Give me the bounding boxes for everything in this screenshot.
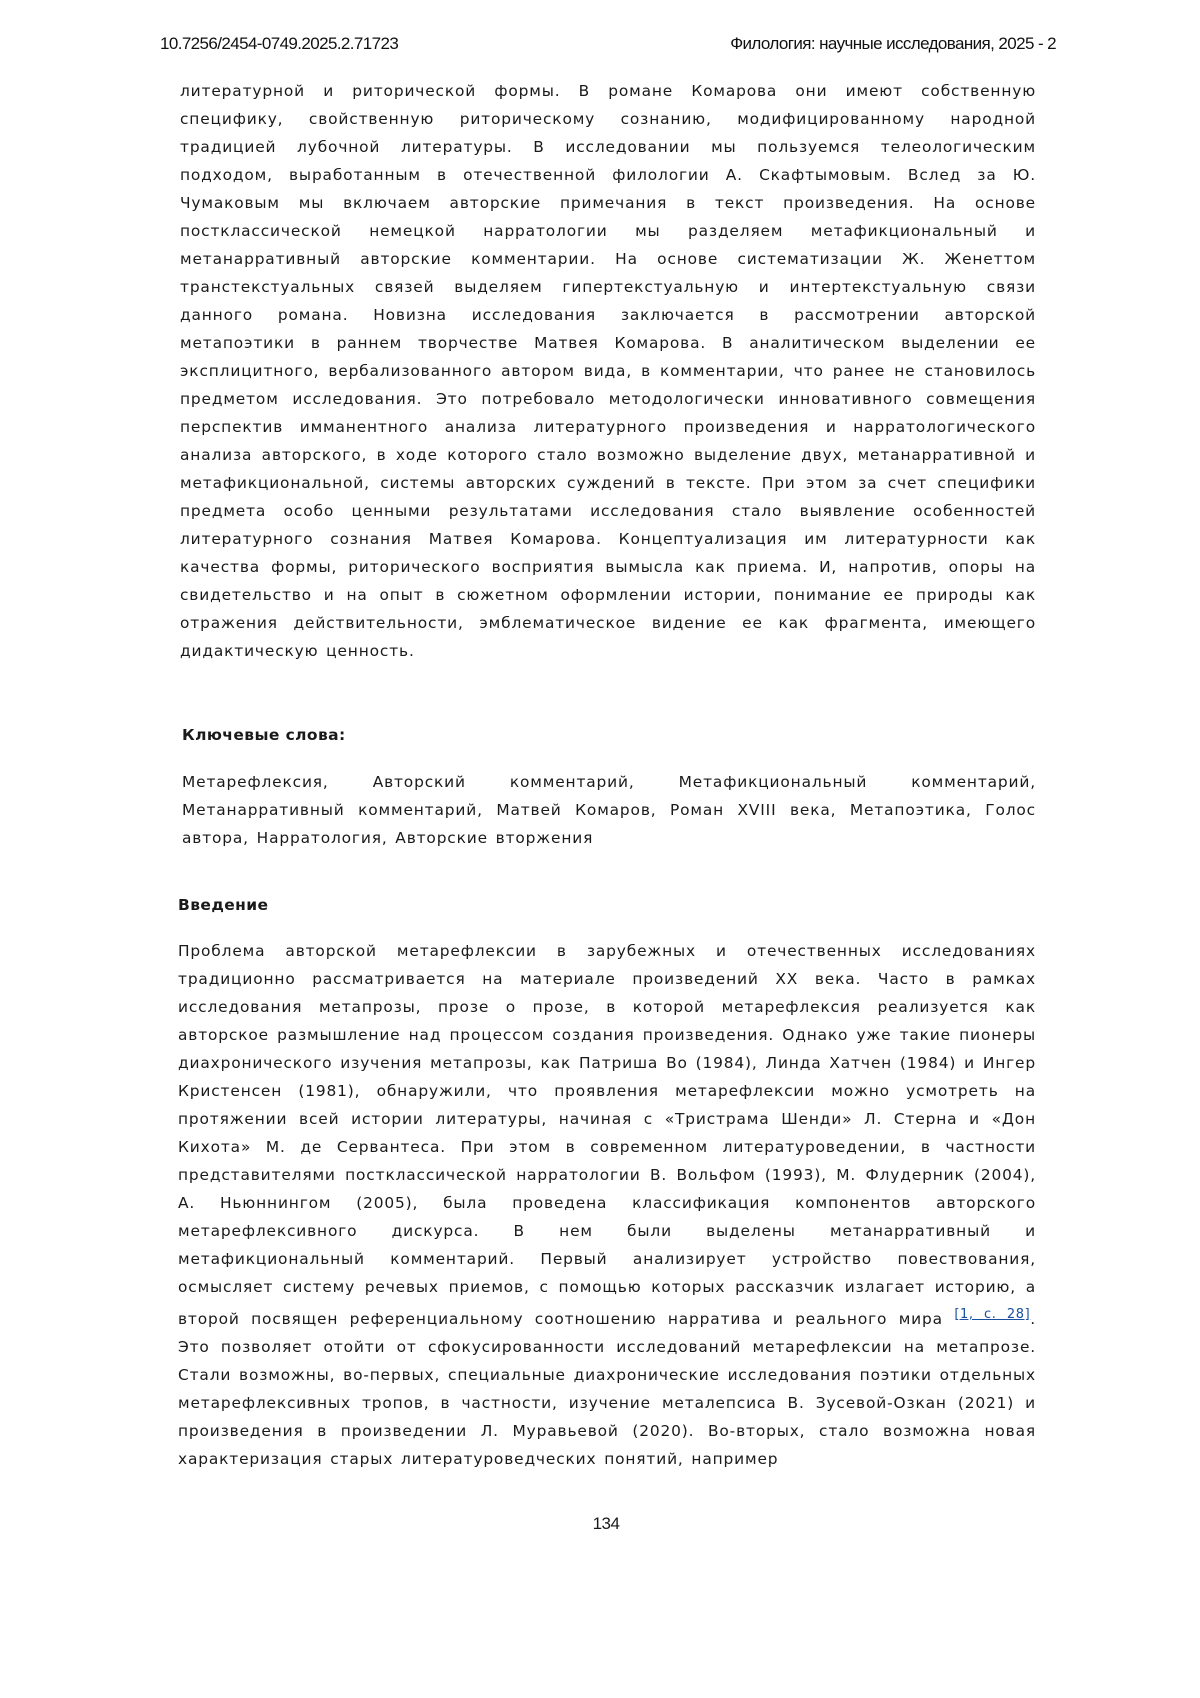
introduction-heading: Введение <box>178 896 268 914</box>
header-doi: 10.7256/2454-0749.2025.2.71723 <box>160 34 398 54</box>
keywords-text: Метарефлексия, Авторский комментарий, Метафикциональный комментарий, Метанарративный комментарий, Матвей Комаров, Роман XVIII века, Метапоэтика, Голос автора, Нарратология, Авторские вторжения <box>182 768 1036 852</box>
introduction-paragraph <box>178 937 1036 1473</box>
introduction-text-part-1: Проблема авторской метарефлексии в зарубежных и отечественных исследованиях традиционно рассматривается на материале произведений XX века. Часто в рамках исследования метапрозы, прозе о прозе, в которой метарефлексия реализуется как авторское размышление над процессом создания произведения. Однако уже такие пионеры диахронического изучения метапрозы, как Патриша Во (1984), Линда Хатчен (1984) и Ингер Кристенсен (1981), обнаружили, что проявления метарефлексии можно усмотреть на протяжении всей истории литературы, начиная с «Тристрама Шенди» Л. Стерна и «Дон Кихота» М. де Сервантеса. При этом в современном литературоведении, в частности представителями постклассической нарратологии В. Вольфом (1993), М. Флудерник (2004), А. Ньюннингом (2005), была проведена классификация компонентов авторского метарефлексивного дискурса. В нем были выделены метанарративный и метафикциональный комментарий. Первый анализирует устройство повествования, осмысляет систему речевых приемов, с помощью которых рассказчик излагает историю, а второй посвящен референциальному соотношению нарратива и реального мира <box>178 942 1036 1328</box>
abstract-text: литературной и риторической формы. В романе Комарова они имеют собственную специфику, свойственную риторическому сознанию, модифицированному народной традицией лубочной литературы. В исследовании мы пользуемся телеологическим подходом, выработанным в отечественной филологии А. Скафтымовым. Вслед за Ю. Чумаковым мы включаем авторские примечания в текст произведения. На основе постклассической немецкой нарратологии мы разделяем метафикциональный и метанарративный авторские комментарии. На основе систематизации Ж. Женеттом транстекстуальных связей выделяем гипертекстуальную и интертекстуальную связи данного романа. Новизна исследования заключается в рассмотрении авторской метапоэтики в раннем творчестве Матвея Комарова. В аналитическом выделении ее эксплицитного, вербализованного автором вида, в комментарии, что ранее не становилось предметом исследования. Это потребовало методологически инновативного совмещения перспектив имманентного анализа литературного произведения и нарратологического анализа авторского, в ходе которого стало возможно выделение двух, метанарративной и метафикциональной, системы авторских суждений в тексте. При этом за счет специфики предмета особо ценными результатами исследования стало выявление особенностей литературного сознания Матвея Комарова. Концептуализация им литературности как качества формы, риторического восприятия вымысла как приема. И, напротив, опоры на свидетельство и на опыт в сюжетном оформлении истории, понимание ее природы как отражения действительности, эмблематическое видение ее как фрагмента, имеющего дидактическую ценность. <box>180 77 1036 665</box>
citation-link[interactable]: [1, с. 28] <box>954 1307 1030 1322</box>
keywords-heading: Ключевые слова: <box>182 726 346 744</box>
introduction-text-part-2: . Это позволяет отойти от сфокусированности исследований метарефлексии на метапрозе. Стали возможны, во-первых, специальные диахронические исследования поэтики отдельных метарефлексивных тропов, в частности, изучение металепсиса В. Зусевой-Озкан (2021) и произведения в произведении Л. Муравьевой (2020). Во-вторых, стало возможна новая характеризация старых литературоведческих понятий, например <box>178 1310 1036 1468</box>
header-journal-title: Филология: научные исследования, 2025 - 2 <box>730 34 1056 54</box>
page-number: 134 <box>0 1514 1200 1534</box>
